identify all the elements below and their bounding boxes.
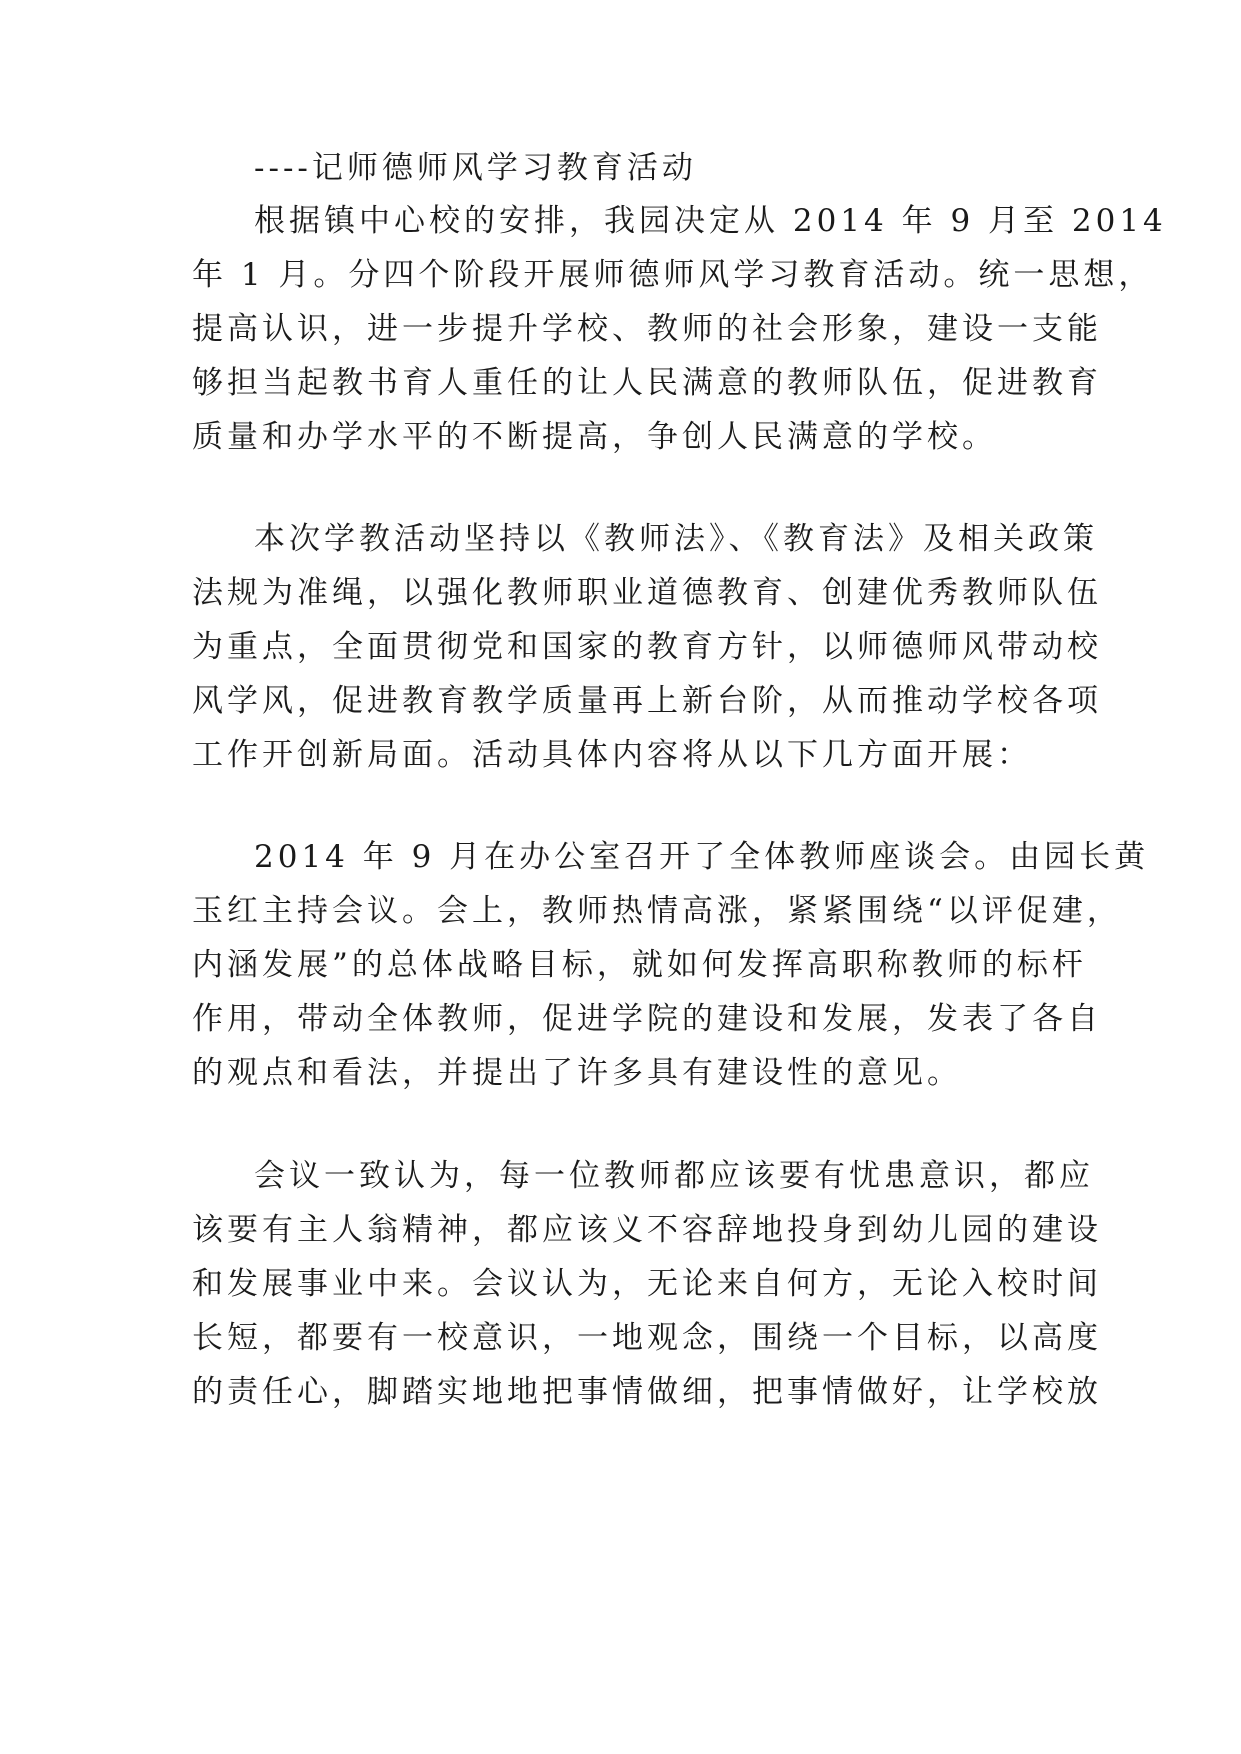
paragraph-line: 本次学教活动坚持以《教师法》、《教育法》及相关政策 [254,521,1098,557]
paragraph-line: 法规为准绳，以强化教师职业道德教育、创建优秀教师队伍 [192,575,1102,611]
paragraph-line: 长短，都要有一校意识，一地观念，围绕一个目标，以高度 [192,1320,1102,1356]
paragraph-line: 2014 年 9 月在办公室召开了全体教师座谈会。由园长黄 [254,839,1150,875]
paragraph-line: 玉红主持会议。会上，教师热情高涨，紧紧围绕“以评促建， [192,893,1122,929]
paragraph-line: 内涵发展”的总体战略目标，就如何发挥高职称教师的标杆 [192,947,1087,983]
paragraph-line: 质量和办学水平的不断提高，争创人民满意的学校。 [192,419,997,455]
paragraph-line: 作用，带动全体教师，促进学院的建设和发展，发表了各自 [192,1001,1102,1037]
paragraph-line: 风学风，促进教育教学质量再上新台阶，从而推动学校各项 [192,683,1102,719]
paragraph-line: 提高认识，进一步提升学校、教师的社会形象，建设一支能 [192,311,1102,347]
paragraph-line: 为重点，全面贯彻党和国家的教育方针，以师德师风带动校 [192,629,1102,665]
paragraph-line: 够担当起教书育人重任的让人民满意的教师队伍，促进教育 [192,365,1102,401]
paragraph-line: 根据镇中心校的安排，我园决定从 2014 年 9 月至 2014 [254,203,1167,239]
paragraph-line: 年 1 月。分四个阶段开展师德师风学习教育活动。统一思想， [192,257,1154,293]
paragraph-line: 会议一致认为，每一位教师都应该要有忧患意识，都应 [254,1158,1094,1194]
paragraph-line: 工作开创新局面。活动具体内容将从以下几方面开展： [192,737,1032,773]
document-subtitle: ----记师德师风学习教育活动 [254,150,697,186]
paragraph-line: 该要有主人翁精神，都应该义不容辞地投身到幼儿园的建设 [192,1212,1102,1248]
paragraph-line: 的责任心，脚踏实地地把事情做细，把事情做好，让学校放 [192,1374,1102,1410]
paragraph-line: 的观点和看法，并提出了许多具有建设性的意见。 [192,1055,962,1091]
paragraph-line: 和发展事业中来。会议认为，无论来自何方，无论入校时间 [192,1266,1102,1302]
